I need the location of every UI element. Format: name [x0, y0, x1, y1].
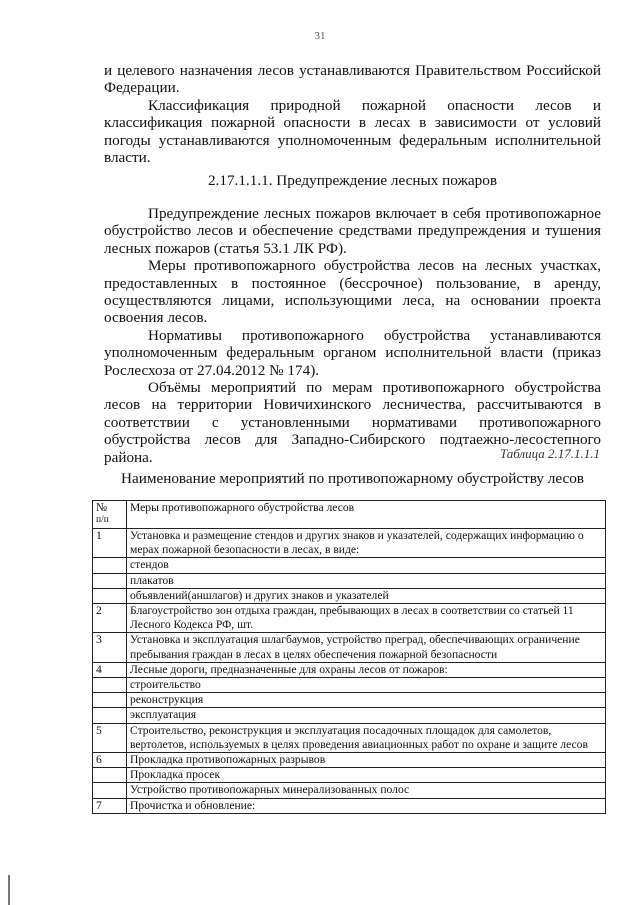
row-text: Устройство противопожарных минерализованных полос — [127, 783, 606, 798]
row-text: Установка и размещение стендов и других знаков и указателей, содержащих информацию о мерах пожарной безопасности в лесах, в виде: — [127, 529, 606, 558]
row-num: 1 — [93, 529, 127, 558]
section-heading: 2.17.1.1.1. Предупреждение лесных пожаров — [207, 172, 498, 189]
paragraph-measures: Меры противопожарного обустройства лесов на лесных участках, предоставленных в постоянное (бессрочное) пользование, в аренду, осуществляются лицами, использующими леса, на основании проекта освоения лесов. — [104, 257, 601, 327]
row-num — [93, 693, 127, 708]
paragraph-norms: Нормативы противопожарного обустройства устанавливаются уполномоченным федеральным органом исполнительной власти (приказ Рослесхоза от 27.04.2012 № 174). — [104, 326, 601, 379]
table-caption: Таблица 2.17.1.1.1 — [499, 446, 600, 461]
row-num — [93, 708, 127, 723]
table-row — [93, 768, 606, 783]
row-text: эксплуатация — [127, 708, 606, 723]
header-num: № — [96, 501, 108, 514]
row-text: Прокладка противопожарных разрывов — [127, 753, 606, 768]
header-text: Меры противопожарного обустройства лесов — [127, 501, 606, 529]
row-text: стендов — [127, 558, 606, 573]
row-num — [93, 768, 127, 783]
paragraph-volumes: Объёмы мероприятий по мерам противопожарного обустройства лесов на территории Новичихинского лесничества, рассчитываются в соответствии с установленными нормативами противопожарного обустройства лесов для Западно-Сибирского подтаежно-лесостепного района. — [104, 379, 601, 466]
intro-paragraph-2: Классификация природной пожарной опасности лесов и классификация пожарной опасности в лесах в зависимости от условий погоды устанавливаются уполномоченным федеральным исполнительной власти. — [104, 96, 601, 167]
table-title: Наименование мероприятий по противопожарному обустройству лесов — [121, 470, 584, 487]
row-num: 4 — [93, 662, 127, 677]
row-num — [93, 588, 127, 603]
row-num — [93, 783, 127, 798]
table-row — [93, 558, 606, 573]
table-row — [93, 753, 606, 768]
row-num: 3 — [93, 633, 127, 662]
table-row — [93, 678, 606, 693]
row-text: Лесные дороги, предназначенные для охраны лесов от пожаров: — [127, 662, 606, 677]
table-row — [93, 662, 606, 677]
table-row — [93, 708, 606, 723]
row-num — [93, 678, 127, 693]
row-text: реконструкция — [127, 693, 606, 708]
header-num-cell — [93, 501, 127, 529]
paragraph-prevention: Предупреждение лесных пожаров включает в себя противопожарное обустройство лесов и обеспечение средствами предупреждения и тушения лесных пожаров (статья 53.1 ЛК РФ). — [104, 205, 601, 257]
table-row — [93, 633, 606, 662]
table-row — [93, 604, 606, 633]
measures-table — [92, 500, 606, 814]
row-text: Установка и эксплуатация шлагбаумов, устройство преград, обеспечивающих ограничение пребывания граждан в лесах в целях обеспечения пожарной безопасности — [127, 633, 606, 662]
scan-edge-mark — [8, 875, 10, 905]
table-header-row — [93, 501, 606, 529]
table-row — [93, 798, 606, 813]
intro-paragraph-1: и целевого назначения лесов устанавливаются Правительством Российской Федерации. — [104, 62, 601, 97]
row-text: Строительство, реконструкция и эксплуатация посадочных площадок для самолетов, вертолетов, используемых в целях проведения авиационных работ по охране и защите лесов — [127, 723, 606, 752]
row-text: плакатов — [127, 573, 606, 588]
page-number: 31 — [314, 30, 326, 42]
row-num — [93, 573, 127, 588]
row-num: 2 — [93, 604, 127, 633]
table-row — [93, 573, 606, 588]
table-row — [93, 588, 606, 603]
row-text: Прочистка и обновление: — [127, 798, 606, 813]
table-row — [93, 783, 606, 798]
table-row — [93, 693, 606, 708]
table-row — [93, 723, 606, 752]
header-num-sub: п/п — [96, 515, 109, 526]
main-text — [104, 205, 601, 466]
row-text: объявлений(аншлагов) и других знаков и указателей — [127, 588, 606, 603]
table-row — [93, 529, 606, 558]
row-num: 5 — [93, 723, 127, 752]
intro-text — [104, 62, 601, 166]
row-num: 6 — [93, 753, 127, 768]
row-text: Благоустройство зон отдыха граждан, пребывающих в лесах в соответствии со статьей 11 Лесного Кодекса РФ, шт. — [127, 604, 606, 633]
row-text: Прокладка просек — [127, 768, 606, 783]
row-num: 7 — [93, 798, 127, 813]
row-text: строительство — [127, 678, 606, 693]
row-num — [93, 558, 127, 573]
